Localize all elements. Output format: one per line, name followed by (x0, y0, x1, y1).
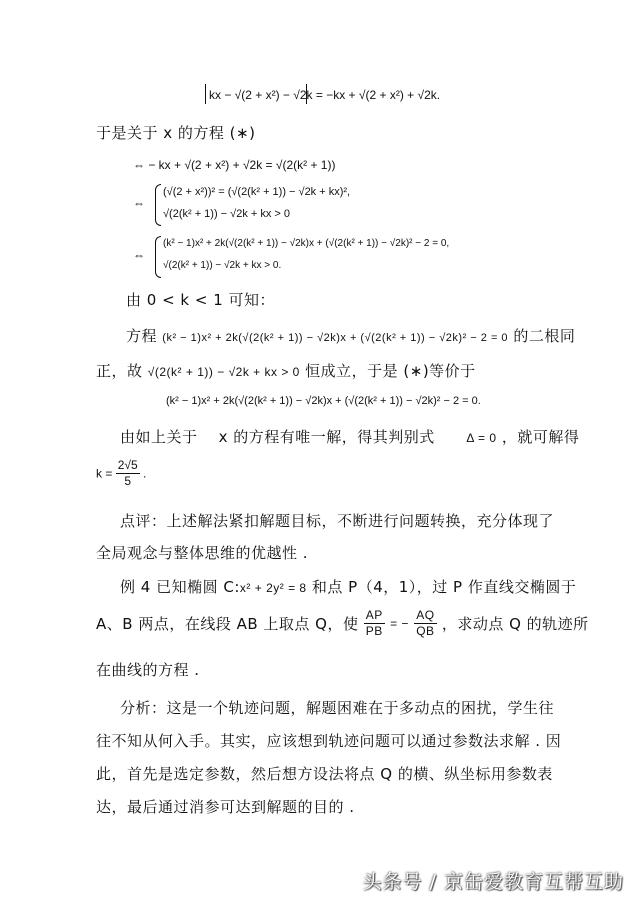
unique-solution-line (120, 426, 579, 447)
equivalence-2-a: (√(2 + x²))² = (√(2(k² + 1)) − √2k + kx)², (163, 186, 351, 198)
ratio-2-numerator: AQ (416, 608, 435, 622)
ratio-2-denominator: QB (416, 624, 435, 638)
positive-line (96, 360, 476, 381)
formula-top: kx − √(2 + x²) − √2k = −kx + √(2 + x²) + √2k. (209, 88, 441, 102)
roots-prefix: 方程 (126, 327, 158, 345)
k-label: k = (96, 466, 113, 481)
watermark: 头条号 / 京缶爱教育互帮互助 (362, 871, 624, 893)
k-period: . (142, 466, 147, 481)
equivalence-3-arrow: ⇔ (133, 248, 145, 262)
k-fraction (116, 458, 140, 489)
equivalence-3-a: (k² − 1)x² + 2k(√(2(k² + 1)) − √2k)x + (√(2(k² + 1)) − √2k)² − 2 = 0, (163, 238, 450, 249)
equivalence-1: ⇔ − kx + √(2 + x²) + √2k = √(2(k² + 1)) (133, 158, 336, 172)
abs-bar-left (205, 84, 206, 104)
example-line-2-suffix: ，求动点 Q 的轨迹所 (441, 615, 589, 633)
comment-line-1: 点评：上述解法紧扣解题目标，不断进行问题转换，充分体现了 (120, 512, 555, 530)
k-numerator: 2√5 (117, 458, 138, 472)
example-line-2 (96, 608, 589, 639)
example-line-2-prefix: A、B 两点，在线段 AB 上取点 Q，使 (96, 615, 359, 633)
centered-equation: (k² − 1)x² + 2k(√(2(k² + 1)) − √2k)x + (√(2(k² + 1)) − √2k)² − 2 = 0. (166, 395, 481, 407)
roots-equation: (k² − 1)x² + 2k(√(2(k² + 1)) − √2k)x + (√(2(k² + 1)) − √2k)² − 2 = 0 (162, 332, 509, 344)
unique-suffix: ，就可解得 (501, 428, 580, 446)
analysis-line-1: 分析：这是一个轨迹问题，解题困难在于多动点的困扰，学生往 (120, 699, 555, 717)
ratio-aq-qb (414, 608, 436, 639)
unique-prefix: 由如上关于 (120, 428, 198, 446)
equivalence-2-brace (155, 184, 161, 226)
ratio-ap-pb (364, 608, 385, 639)
analysis-line-2: 往不知从何入手。其实，应该想到轨迹问题可以通过参数法求解 . 因 (96, 732, 562, 750)
k-result (96, 458, 146, 489)
equivalence-3-b: √(2(k² + 1)) − √2k + kx > 0. (163, 260, 282, 271)
example-line-3: 在曲线的方程 . (96, 661, 200, 679)
discriminant: Δ = 0 (466, 431, 497, 445)
ratio-1-numerator: AP (365, 608, 383, 622)
equivalence-2-arrow: ⇔ (133, 196, 145, 210)
equivalence-2-b: √(2(k² + 1)) − √2k + kx > 0 (163, 208, 291, 220)
analysis-line-4: 达，最后通过消参可达到解题的目的 . (96, 798, 355, 816)
positive-suffix: 恒成立，于是 (∗)等价于 (305, 362, 476, 380)
unique-mid: x 的方程有唯一解，得其判别式 (218, 428, 435, 446)
k-denominator: 5 (124, 474, 131, 488)
example-line-1 (120, 576, 576, 597)
ratio-1-denominator: PB (365, 624, 383, 638)
ellipse-equation: x² + 2y² = 8 (239, 581, 307, 595)
roots-line (126, 325, 575, 346)
equivalence-3-brace (155, 236, 161, 278)
equation-intro: 于是关于 x 的方程 (∗) (96, 124, 256, 142)
analysis-line-3: 此，首先是选定参数，然后想方设法将点 Q 的横、纵坐标用参数表 (96, 765, 553, 783)
example-prefix: 例 4 已知椭圆 C: (120, 578, 240, 596)
example-suffix: 和点 P（4，1），过 P 作直线交椭圆于 (311, 578, 577, 596)
positive-prefix: 正，故 (96, 362, 143, 380)
from-condition: 由 0 < k < 1 可知： (126, 291, 276, 309)
roots-suffix: 的二根同 (513, 327, 576, 345)
comment-line-2: 全局观念与整体思维的优越性 . (96, 544, 309, 562)
positive-inequality: √(2(k² + 1)) − √2k + kx > 0 (147, 365, 300, 379)
ratio-equals: = − (390, 616, 409, 631)
